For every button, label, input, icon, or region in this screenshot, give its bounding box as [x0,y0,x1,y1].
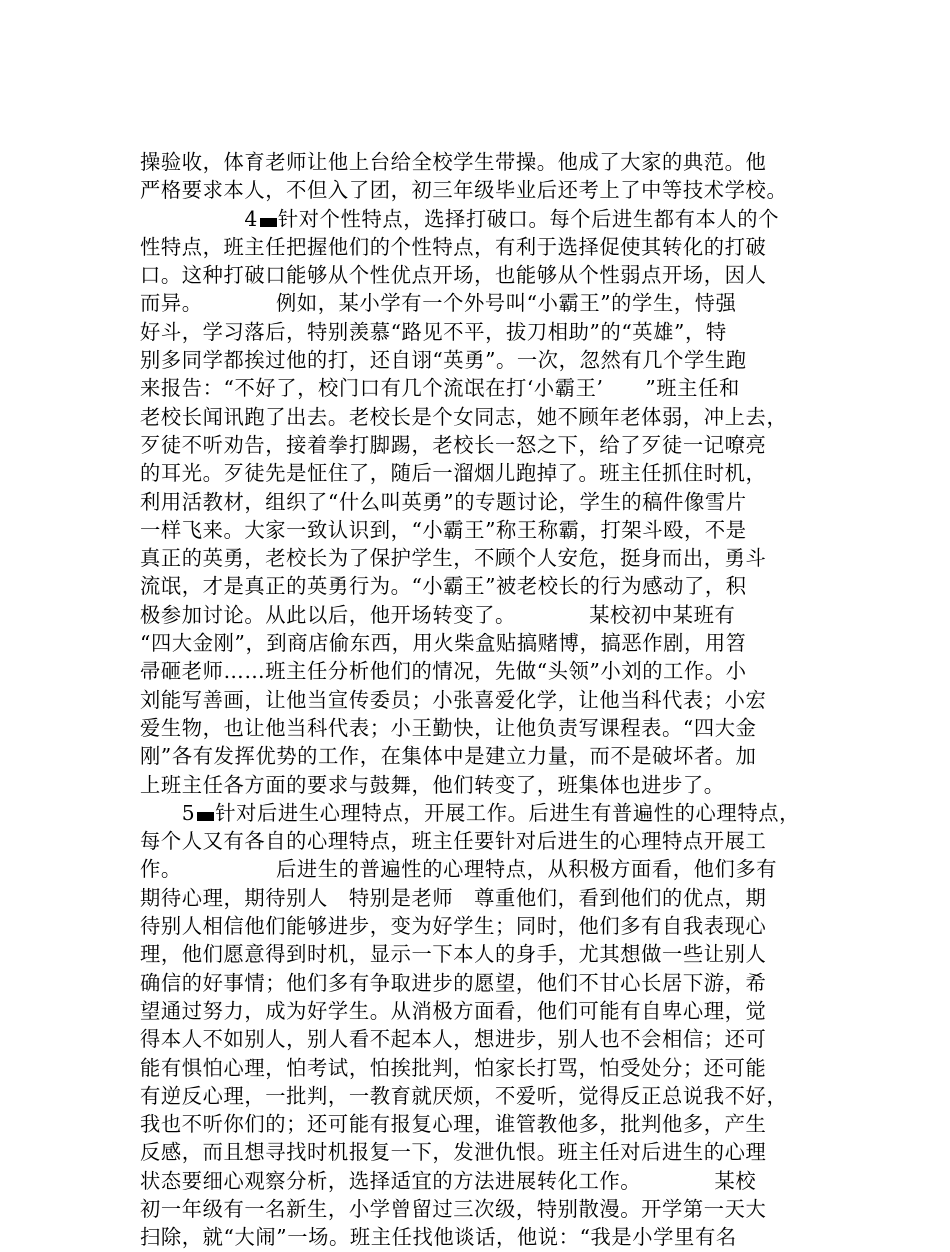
text-line: 而异。 例如，某小学有一个外号叫“小霸王”的学生，恃强 [140,291,737,316]
text-line: 别多同学都挨过他的打，还自诩“英勇”。一次，忽然有几个学生跑 [140,348,747,373]
text-line: 好斗，学习落后，特别羡慕“路见不平，拔刀相助”的“英雄”，特 [140,319,727,344]
text-line [140,205,840,233]
text-line: “四大金刚”，到商店偷东西，用火柴盒贴搞赌博，搞恶作剧，用笤 [140,631,747,656]
text-line: 确信的好事情；他们多有争取进步的愿望，他们不甘心长居下游，希 [140,970,767,995]
text-line: 刘能写善画，让他当宣传委员；小张喜爱化学，让他当科代表；小宏 [140,687,767,712]
text-line: 初一年级有一名新生，小学曾留过三次级，特别散漫。开学第一天大 [140,1196,767,1221]
text-line [140,799,840,827]
text-line: 极参加讨论。从此以后，他开场转变了。 某校初中某班有 [140,602,736,627]
text-line: 作。 后进生的普遍性的心理特点，从积极方面看，他们多有 [140,857,778,882]
text-line: 反感，而且想寻找时机报复一下，发泄仇恨。班主任对后进生的心理 [140,1140,767,1165]
text-line: 性特点，班主任把握他们的个性特点，有利于选择促使其转化的打破 [140,234,767,259]
text-line: 扫除，就“大闹”一场。班主任找他谈话，他说：“我是小学里有名 [140,1225,737,1250]
list-number: 4 [140,206,258,231]
text-line: 真正的英勇，老校长为了保护学生，不顾个人安危，挺身而出，勇斗 [140,546,767,571]
text-line: 每个人又有各自的心理特点，班主任要针对后进生的心理特点开展工 [140,829,767,854]
text-line: 口。这种打破口能够从个性优点开场，也能够从个性弱点开场，因人 [140,263,767,288]
text-line: 状态要细心观察分析，选择适宜的方法进展转化工作。 某校 [140,1168,757,1193]
text-line: 望通过努力，成为好学生。从消极方面看，他们可能有自卑心理，觉 [140,998,767,1023]
text-line: 帚砸老师……班主任分析他们的情况，先做“头领”小刘的工作。小 [140,659,747,684]
text-line: 一样飞来。大家一致认识到，“小霸王”称王称霸，打架斗殴，不是 [140,517,747,542]
text-line: 老校长闻讯跑了出去。老校长是个女同志，她不顾年老体弱，冲上去， [140,404,788,429]
list-number: 5 [140,800,196,825]
text-line: 能有惧怕心理，怕考试，怕挨批判，怕家长打骂，怕受处分；还可能 [140,1055,767,1080]
text-line: 严格要求本人，不但入了团，初三年级毕业后还考上了中等技术学校。 [140,178,788,203]
text-line: 有逆反心理，一批判，一教育就厌烦，不爱听，觉得反正总说我不好， [140,1083,788,1108]
text-line: 利用活教材，组织了“什么叫英勇”的专题讨论，学生的稿件像雪片 [140,489,747,514]
text-line: 上班主任各方面的要求与鼓舞，他们转变了，班集体也进步了。 [140,772,725,797]
text-line-tail: 针对个性特点，选择打破口。每个后进生都有本人的个 [277,206,780,231]
bullet-marker-icon [260,218,277,227]
text-line: 得本人不如别人，别人看不起本人，想进步，别人也不会相信；还可 [140,1027,767,1052]
text-line: 刚”各有发挥优势的工作，在集体中是建立力量，而不是破坏者。加 [140,744,757,769]
bullet-marker-icon [197,812,214,821]
text-line: 歹徒不听劝告，接着拳打脚踢，老校长一怒之下，给了歹徒一记嘹亮 [140,432,767,457]
text-line: 我也不听你们的；还可能有报复心理，谁管教他多，批判他多，产生 [140,1112,767,1137]
body-text [140,148,840,1252]
text-line: 爱生物，也让他当科代表；小王勤快，让他负责写课程表。“四大金 [140,715,757,740]
text-line: 操验收，体育老师让他上台给全校学生带操。他成了大家的典范。他 [140,150,767,174]
text-line: 的耳光。歹徒先是怔住了，随后一溜烟儿跑掉了。班主任抓住时机， [140,461,767,486]
text-line: 待别人相信他们能够进步，变为好学生；同时，他们多有自我表现心 [140,914,767,939]
text-line: 来报告：“不好了，校门口有几个流氓在打‘小霸王’ ”班主任和 [140,376,740,401]
text-line: 流氓，才是真正的英勇行为。“小霸王”被老校长的行为感动了，积 [140,574,747,599]
text-line: 理，他们愿意得到时机，显示一下本人的身手，尤其想做一些让别人 [140,942,767,967]
text-line-tail: 针对后进生心理特点，开展工作。后进生有普遍性的心理特点， [215,800,800,825]
text-line: 期待心理，期待别人 特别是老师 尊重他们，看到他们的优点，期 [140,885,767,910]
